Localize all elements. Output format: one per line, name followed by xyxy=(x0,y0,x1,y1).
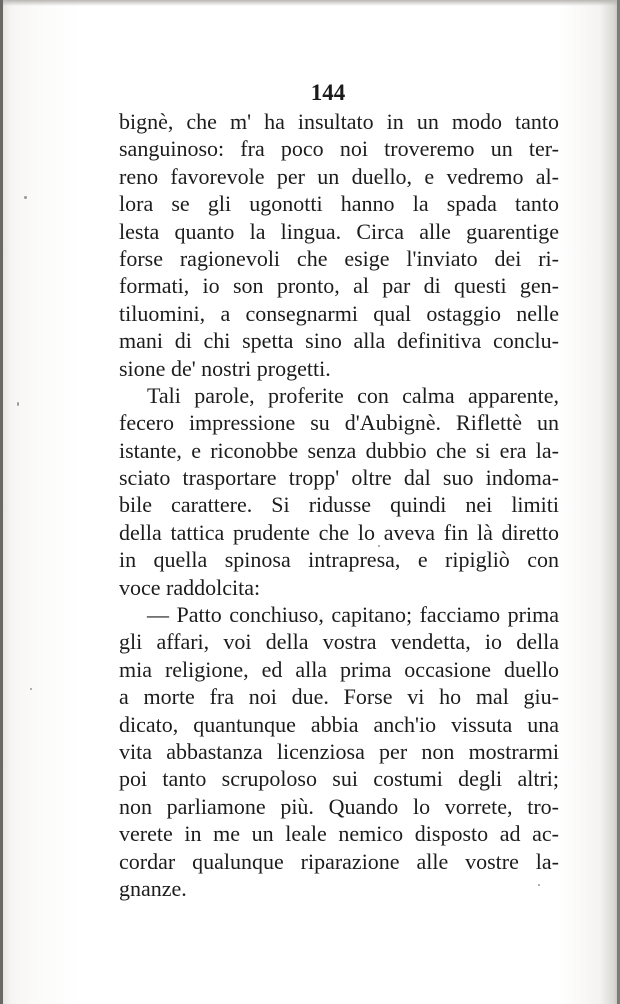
paper-speck xyxy=(24,196,27,199)
text-line: lora se gli ugonotti hanno la spada tanto xyxy=(119,191,559,217)
text-line: sanguinoso: fra poco noi troveremo un ter- xyxy=(119,136,559,162)
text-line: non parliamone più. Quando lo vorrete, tro- xyxy=(119,793,559,819)
text-line: sione de' nostri progetti. xyxy=(119,355,331,381)
text-line: sciato trasportare tropp' oltre dal suo indoma- xyxy=(119,465,559,491)
text-line: poi tanto scrupoloso sui costumi degli altri; xyxy=(119,766,559,792)
text-line: gli affari, voi della vostra vendetta, io della xyxy=(119,629,559,655)
text-line: fecero impressione su d'Aubignè. Riflettè un xyxy=(119,410,559,436)
paper-speck xyxy=(538,884,540,886)
text-line: mia religione, ed alla prima occasione duello xyxy=(119,656,559,682)
text-line: bignè, che m' ha insultato in un modo tanto xyxy=(119,109,559,134)
page-number: 144 xyxy=(310,80,346,105)
text-line: della tattica prudente che lo aveva fin là diretto xyxy=(119,519,559,545)
text-line: Tali parole, proferite con calma apparente, xyxy=(147,382,559,408)
text-line: — Patto conchiuso, capitano; facciamo prima xyxy=(147,602,559,628)
page-top-shadow xyxy=(0,0,620,6)
text-line: forse ragionevoli che esige l'inviato dei ri- xyxy=(119,245,559,271)
text-line: gnanze. xyxy=(119,875,187,901)
text-line: istante, e riconobbe senza dubbio che si era la- xyxy=(119,437,559,463)
text-line: formati, io son pronto, al par di questi gen- xyxy=(119,273,559,299)
text-line: lesta quanto la lingua. Circa alle guarentige xyxy=(119,218,559,244)
text-line: dicato, quantunque abbia anch'io vissuta una xyxy=(119,711,559,737)
text-line: in quella spinosa intrapresa, e ripigliò con xyxy=(119,547,559,573)
text-line: cordar qualunque riparazione alle vostre la- xyxy=(119,848,559,874)
text-line: voce raddolcita: xyxy=(119,574,261,600)
text-line: verete in me un leale nemico disposto ad ac- xyxy=(119,821,559,847)
text-line: vita abbastanza licenziosa per non mostrarmi xyxy=(119,738,559,764)
paper-speck xyxy=(378,545,380,547)
page-left-edge xyxy=(0,0,3,1004)
text-line: reno favorevole per un duello, e vedremo al- xyxy=(119,163,559,189)
text-line: mani di chi spetta sino alla definitiva conclu- xyxy=(119,328,559,354)
text-line: tiluomini, a consegnarmi qual ostaggio nelle xyxy=(119,300,559,326)
paper-speck xyxy=(17,402,19,406)
paper-speck xyxy=(30,688,32,690)
text-line: a morte fra noi due. Forse vi ho mal giu- xyxy=(119,684,559,710)
text-line: bile carattere. Si ridusse quindi nei limiti xyxy=(119,492,559,518)
body-text xyxy=(119,108,559,902)
